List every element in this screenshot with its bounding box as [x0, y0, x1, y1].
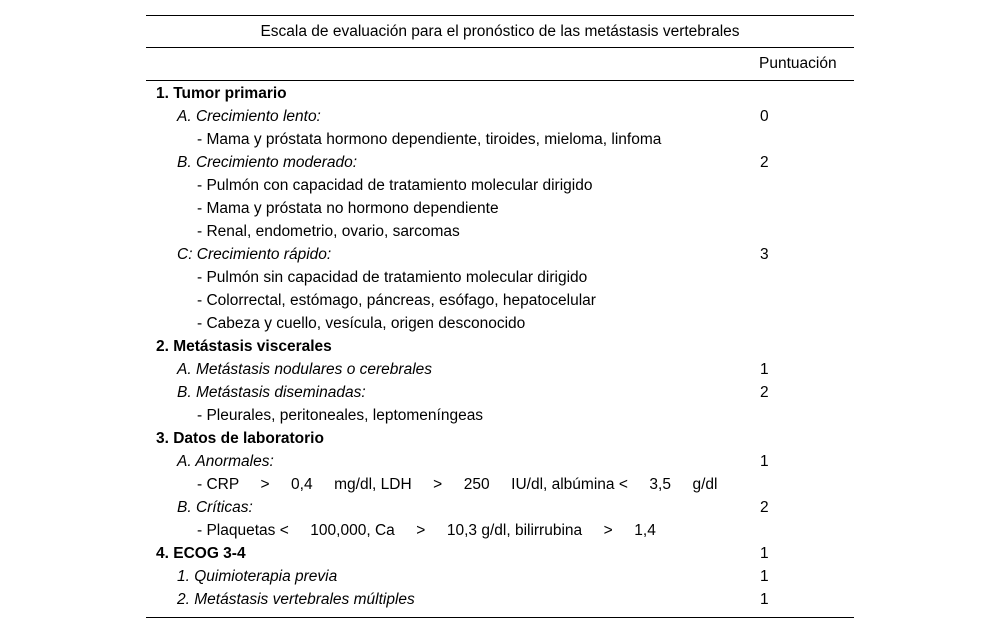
row-label: B. Críticas: — [177, 499, 253, 516]
row-label: - Cabeza y cuello, vesícula, origen desconocido — [197, 315, 526, 332]
item-row — [146, 267, 854, 290]
row-label: 4. ECOG 3-4 — [156, 545, 246, 562]
scoring-table — [146, 15, 854, 618]
row-score: 1 — [760, 361, 769, 378]
row-score: 1 — [760, 591, 769, 608]
row-label: A. Anormales: — [177, 453, 274, 470]
row-label: - Pulmón con capacidad de tratamiento molecular dirigido — [197, 177, 593, 194]
section-row — [146, 83, 854, 106]
section-row — [146, 336, 854, 359]
row-label: - Pleurales, peritoneales, leptomeníngeas — [197, 407, 484, 424]
row-label: - Renal, endometrio, ovario, sarcomas — [197, 223, 460, 240]
item-row — [146, 405, 854, 428]
subcategory-row — [146, 451, 854, 474]
row-label: - Mama y próstata hormono dependiente, tiroides, mieloma, linfoma — [197, 131, 662, 148]
item-row — [146, 520, 854, 543]
row-label: - Plaquetas < 100,000, Ca > 10,3 g/dl, bilirrubina > 1,4 — [197, 522, 656, 539]
row-label: 3. Datos de laboratorio — [156, 430, 324, 447]
subcategory-row — [146, 566, 854, 589]
subcategory-row — [146, 152, 854, 175]
subcategory-row — [146, 359, 854, 382]
bottom-rule — [146, 617, 854, 618]
subcategory-row — [146, 589, 854, 612]
row-label: - Colorrectal, estómago, páncreas, esófago, hepatocelular — [197, 292, 596, 309]
row-label: 1. Quimioterapia previa — [177, 568, 338, 585]
row-label: 2. Metástasis viscerales — [156, 338, 332, 355]
row-label: A. Metástasis nodulares o cerebrales — [177, 361, 433, 378]
row-score: 2 — [760, 154, 769, 171]
table-header — [146, 48, 854, 80]
row-score: 0 — [760, 108, 769, 125]
item-row — [146, 198, 854, 221]
row-label: A. Crecimiento lento: — [177, 108, 321, 125]
table-title: Escala de evaluación para el pronóstico de las metástasis vertebrales — [260, 23, 740, 40]
item-row — [146, 474, 854, 497]
item-row — [146, 175, 854, 198]
score-column-header: Puntuación — [759, 55, 837, 72]
row-label: - CRP > 0,4 mg/dl, LDH > 250 IU/dl, albúmina < 3,5 g/dl — [197, 476, 718, 493]
subcategory-row — [146, 382, 854, 405]
row-score: 1 — [760, 545, 769, 562]
row-score: 2 — [760, 499, 769, 516]
row-score: 2 — [760, 384, 769, 401]
row-label: - Pulmón sin capacidad de tratamiento molecular dirigido — [197, 269, 588, 286]
row-score: 1 — [760, 568, 769, 585]
row-label: B. Metástasis diseminadas: — [177, 384, 366, 401]
section-row — [146, 543, 854, 566]
row-label: B. Crecimiento moderado: — [177, 154, 358, 171]
row-label: C: Crecimiento rápido: — [177, 246, 332, 263]
table-body — [146, 81, 854, 617]
item-row — [146, 290, 854, 313]
subcategory-row — [146, 106, 854, 129]
row-label: 1. Tumor primario — [156, 85, 287, 102]
item-row — [146, 221, 854, 244]
subcategory-row — [146, 244, 854, 267]
row-score: 1 — [760, 453, 769, 470]
row-score: 3 — [760, 246, 769, 263]
section-row — [146, 428, 854, 451]
row-label: - Mama y próstata no hormono dependiente — [197, 200, 499, 217]
item-row — [146, 313, 854, 336]
item-row — [146, 129, 854, 152]
subcategory-row — [146, 497, 854, 520]
row-label: 2. Metástasis vertebrales múltiples — [177, 591, 415, 608]
